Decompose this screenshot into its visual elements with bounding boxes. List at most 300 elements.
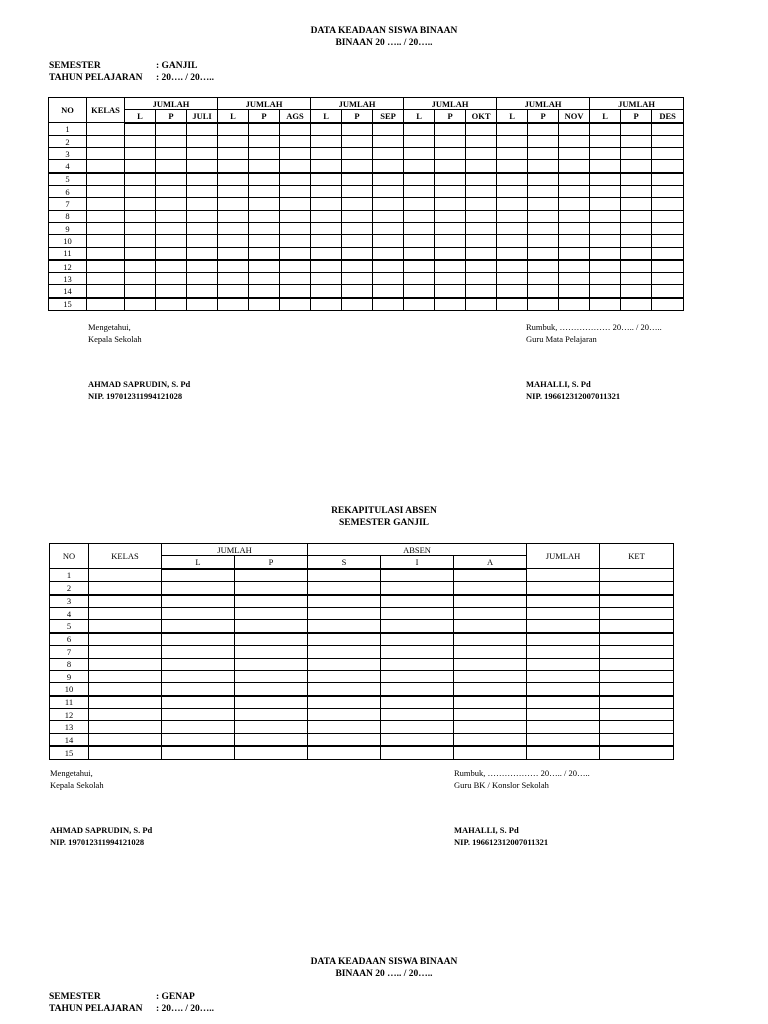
- table-row: [49, 235, 684, 247]
- empty-cell: [89, 709, 162, 721]
- sub-l-header: L: [590, 110, 621, 123]
- empty-cell: [621, 260, 652, 273]
- year-value: : 20…. / 20…..: [156, 72, 215, 83]
- empty-cell: [621, 123, 652, 136]
- semester-value: : GANJIL: [156, 61, 198, 71]
- empty-cell: [87, 298, 125, 311]
- empty-cell: [404, 135, 435, 147]
- table-row: [49, 298, 684, 311]
- empty-cell: [87, 198, 125, 210]
- sub-p-header: P: [528, 110, 559, 123]
- empty-cell: [249, 210, 280, 222]
- empty-cell: [89, 646, 162, 658]
- empty-cell: [497, 260, 528, 273]
- empty-cell: [652, 273, 684, 285]
- empty-cell: [311, 260, 342, 273]
- empty-cell: [187, 210, 218, 222]
- empty-cell: [89, 721, 162, 733]
- empty-cell: [342, 173, 373, 186]
- row-number: 14: [49, 285, 87, 298]
- empty-cell: [590, 135, 621, 147]
- empty-cell: [497, 298, 528, 311]
- empty-cell: [527, 733, 600, 746]
- empty-cell: [342, 135, 373, 147]
- empty-cell: [249, 222, 280, 234]
- empty-cell: [454, 658, 527, 670]
- empty-cell: [497, 235, 528, 247]
- empty-cell: [125, 298, 156, 311]
- semester-label: SEMESTER: [49, 992, 101, 1002]
- empty-cell: [559, 273, 590, 285]
- empty-cell: [311, 186, 342, 198]
- empty-cell: [218, 160, 249, 173]
- empty-cell: [652, 173, 684, 186]
- year-value: : 20…. / 20…..: [156, 1003, 215, 1014]
- place-date-text: Rumbuk, ……………… 20….. / 20…..: [454, 768, 590, 778]
- col-no-header: NO: [49, 98, 87, 123]
- empty-cell: [381, 683, 454, 696]
- empty-cell: [600, 733, 674, 746]
- empty-cell: [342, 198, 373, 210]
- table-row: [50, 683, 674, 696]
- empty-cell: [466, 273, 497, 285]
- empty-cell: [280, 186, 311, 198]
- col-jumlah-header: JUMLAH: [162, 544, 308, 556]
- empty-cell: [527, 696, 600, 709]
- empty-cell: [89, 633, 162, 646]
- empty-cell: [652, 235, 684, 247]
- empty-cell: [373, 186, 404, 198]
- empty-cell: [373, 148, 404, 160]
- empty-cell: [235, 683, 308, 696]
- sub-l-header: L: [125, 110, 156, 123]
- empty-cell: [559, 123, 590, 136]
- empty-cell: [235, 569, 308, 582]
- row-number: 3: [50, 595, 89, 608]
- empty-cell: [528, 235, 559, 247]
- empty-cell: [404, 173, 435, 186]
- empty-cell: [342, 160, 373, 173]
- empty-cell: [249, 235, 280, 247]
- empty-cell: [559, 148, 590, 160]
- empty-cell: [435, 123, 466, 136]
- empty-cell: [235, 746, 308, 759]
- empty-cell: [497, 148, 528, 160]
- sub-l-header: L: [162, 556, 235, 569]
- empty-cell: [454, 595, 527, 608]
- semester-label: SEMESTER: [49, 61, 101, 71]
- empty-cell: [652, 148, 684, 160]
- empty-cell: [435, 260, 466, 273]
- empty-cell: [373, 222, 404, 234]
- empty-cell: [156, 273, 187, 285]
- empty-cell: [280, 298, 311, 311]
- empty-cell: [280, 235, 311, 247]
- empty-cell: [187, 235, 218, 247]
- empty-cell: [342, 247, 373, 260]
- empty-cell: [404, 210, 435, 222]
- empty-cell: [559, 235, 590, 247]
- row-number: 6: [50, 633, 89, 646]
- empty-cell: [249, 148, 280, 160]
- empty-cell: [308, 582, 381, 595]
- sub-p-header: P: [156, 110, 187, 123]
- empty-cell: [652, 247, 684, 260]
- empty-cell: [218, 173, 249, 186]
- empty-cell: [89, 670, 162, 682]
- month-header: OKT: [466, 110, 497, 123]
- empty-cell: [308, 670, 381, 682]
- empty-cell: [125, 247, 156, 260]
- empty-cell: [280, 160, 311, 173]
- empty-cell: [280, 173, 311, 186]
- counselor-title: Guru BK / Konslor Sekolah: [454, 779, 549, 790]
- section1-title: DATA KEADAAN SISWA BINAAN: [310, 26, 458, 36]
- section1-subtitle: BINAAN 20 ….. / 20…..: [335, 38, 433, 48]
- empty-cell: [435, 235, 466, 247]
- empty-cell: [373, 285, 404, 298]
- empty-cell: [156, 210, 187, 222]
- empty-cell: [497, 160, 528, 173]
- empty-cell: [466, 123, 497, 136]
- empty-cell: [156, 123, 187, 136]
- empty-cell: [621, 135, 652, 147]
- empty-cell: [249, 285, 280, 298]
- row-number: 2: [49, 135, 87, 147]
- row-number: 2: [50, 582, 89, 595]
- month-header: DES: [652, 110, 684, 123]
- empty-cell: [308, 658, 381, 670]
- empty-cell: [381, 733, 454, 746]
- section3-subtitle: BINAAN 20 ….. / 20…..: [335, 969, 433, 979]
- empty-cell: [156, 222, 187, 234]
- empty-cell: [89, 569, 162, 582]
- empty-cell: [162, 683, 235, 696]
- empty-cell: [590, 273, 621, 285]
- empty-cell: [621, 210, 652, 222]
- empty-cell: [218, 247, 249, 260]
- row-number: 8: [49, 210, 87, 222]
- section2-left-signature: [50, 768, 152, 848]
- table-row: [49, 198, 684, 210]
- empty-cell: [308, 569, 381, 582]
- empty-cell: [381, 721, 454, 733]
- empty-cell: [559, 160, 590, 173]
- empty-cell: [87, 285, 125, 298]
- row-number: 7: [50, 646, 89, 658]
- empty-cell: [590, 198, 621, 210]
- empty-cell: [308, 696, 381, 709]
- empty-cell: [87, 186, 125, 198]
- empty-cell: [600, 670, 674, 682]
- sub-p-header: P: [235, 556, 308, 569]
- empty-cell: [218, 298, 249, 311]
- empty-cell: [342, 222, 373, 234]
- empty-cell: [454, 670, 527, 682]
- empty-cell: [187, 198, 218, 210]
- empty-cell: [156, 135, 187, 147]
- empty-cell: [528, 198, 559, 210]
- empty-cell: [600, 658, 674, 670]
- empty-cell: [559, 198, 590, 210]
- empty-cell: [342, 186, 373, 198]
- empty-cell: [125, 222, 156, 234]
- row-number: 13: [50, 721, 89, 733]
- empty-cell: [218, 186, 249, 198]
- empty-cell: [235, 582, 308, 595]
- empty-cell: [235, 658, 308, 670]
- empty-cell: [218, 135, 249, 147]
- empty-cell: [454, 709, 527, 721]
- empty-cell: [342, 298, 373, 311]
- empty-cell: [600, 746, 674, 759]
- empty-cell: [87, 247, 125, 260]
- table-row: [50, 733, 674, 746]
- empty-cell: [187, 123, 218, 136]
- table-row: [50, 696, 674, 709]
- empty-cell: [559, 135, 590, 147]
- empty-cell: [218, 210, 249, 222]
- table-row: [50, 670, 674, 682]
- empty-cell: [497, 222, 528, 234]
- empty-cell: [373, 260, 404, 273]
- table-row: [50, 658, 674, 670]
- table-row: [50, 646, 674, 658]
- empty-cell: [308, 620, 381, 633]
- empty-cell: [125, 160, 156, 173]
- empty-cell: [162, 746, 235, 759]
- empty-cell: [590, 235, 621, 247]
- sub-l-header: L: [218, 110, 249, 123]
- table-row: [49, 148, 684, 160]
- row-number: 14: [50, 733, 89, 746]
- empty-cell: [218, 148, 249, 160]
- empty-cell: [454, 746, 527, 759]
- empty-cell: [466, 247, 497, 260]
- row-number: 1: [50, 569, 89, 582]
- empty-cell: [381, 620, 454, 633]
- empty-cell: [342, 210, 373, 222]
- empty-cell: [435, 273, 466, 285]
- empty-cell: [311, 148, 342, 160]
- empty-cell: [125, 123, 156, 136]
- semester-value: : GENAP: [156, 992, 195, 1002]
- empty-cell: [466, 198, 497, 210]
- empty-cell: [156, 186, 187, 198]
- empty-cell: [621, 222, 652, 234]
- empty-cell: [590, 260, 621, 273]
- empty-cell: [600, 633, 674, 646]
- empty-cell: [156, 235, 187, 247]
- empty-cell: [381, 646, 454, 658]
- empty-cell: [87, 273, 125, 285]
- teacher-title: Guru Mata Pelajaran: [526, 333, 597, 344]
- empty-cell: [466, 298, 497, 311]
- empty-cell: [308, 595, 381, 608]
- empty-cell: [454, 733, 527, 746]
- empty-cell: [249, 198, 280, 210]
- empty-cell: [249, 160, 280, 173]
- empty-cell: [527, 620, 600, 633]
- empty-cell: [89, 746, 162, 759]
- sub-p-header: P: [435, 110, 466, 123]
- empty-cell: [497, 285, 528, 298]
- empty-cell: [381, 709, 454, 721]
- empty-cell: [621, 173, 652, 186]
- empty-cell: [308, 646, 381, 658]
- empty-cell: [187, 222, 218, 234]
- empty-cell: [435, 173, 466, 186]
- empty-cell: [280, 285, 311, 298]
- empty-cell: [373, 123, 404, 136]
- empty-cell: [342, 148, 373, 160]
- col-jumlah-header: JUMLAH: [497, 98, 590, 110]
- empty-cell: [454, 696, 527, 709]
- sub-i-header: I: [381, 556, 454, 569]
- empty-cell: [559, 222, 590, 234]
- empty-cell: [125, 186, 156, 198]
- empty-cell: [373, 173, 404, 186]
- table-row: [50, 746, 674, 759]
- empty-cell: [89, 595, 162, 608]
- table-row: [50, 709, 674, 721]
- empty-cell: [466, 285, 497, 298]
- empty-cell: [621, 247, 652, 260]
- empty-cell: [527, 582, 600, 595]
- empty-cell: [559, 210, 590, 222]
- section3-meta: [49, 992, 214, 1015]
- empty-cell: [373, 135, 404, 147]
- empty-cell: [528, 210, 559, 222]
- empty-cell: [235, 721, 308, 733]
- empty-cell: [125, 148, 156, 160]
- empty-cell: [454, 569, 527, 582]
- empty-cell: [497, 173, 528, 186]
- empty-cell: [528, 260, 559, 273]
- empty-cell: [652, 298, 684, 311]
- empty-cell: [600, 683, 674, 696]
- empty-cell: [125, 210, 156, 222]
- empty-cell: [162, 633, 235, 646]
- empty-cell: [162, 582, 235, 595]
- empty-cell: [311, 273, 342, 285]
- empty-cell: [621, 198, 652, 210]
- empty-cell: [466, 173, 497, 186]
- empty-cell: [454, 721, 527, 733]
- counselor-name: MAHALLI, S. Pd: [454, 825, 519, 835]
- empty-cell: [527, 746, 600, 759]
- col-jumlah-header: JUMLAH: [311, 98, 404, 110]
- month-header: NOV: [559, 110, 590, 123]
- empty-cell: [280, 210, 311, 222]
- col-jumlah-header: JUMLAH: [218, 98, 311, 110]
- empty-cell: [87, 160, 125, 173]
- empty-cell: [249, 123, 280, 136]
- empty-cell: [311, 160, 342, 173]
- empty-cell: [381, 607, 454, 619]
- empty-cell: [162, 709, 235, 721]
- empty-cell: [87, 235, 125, 247]
- empty-cell: [187, 173, 218, 186]
- row-number: 3: [49, 148, 87, 160]
- sub-l-header: L: [311, 110, 342, 123]
- table-row: [49, 247, 684, 260]
- empty-cell: [311, 210, 342, 222]
- empty-cell: [590, 173, 621, 186]
- empty-cell: [381, 582, 454, 595]
- empty-cell: [404, 198, 435, 210]
- empty-cell: [528, 186, 559, 198]
- col-absen-header: ABSEN: [308, 544, 527, 556]
- empty-cell: [280, 273, 311, 285]
- row-number: 8: [50, 658, 89, 670]
- row-number: 5: [50, 620, 89, 633]
- empty-cell: [125, 135, 156, 147]
- sub-p-header: P: [249, 110, 280, 123]
- empty-cell: [218, 260, 249, 273]
- empty-cell: [156, 298, 187, 311]
- empty-cell: [311, 173, 342, 186]
- col-jumlah-header: JUMLAH: [590, 98, 684, 110]
- empty-cell: [311, 285, 342, 298]
- empty-cell: [652, 160, 684, 173]
- empty-cell: [249, 247, 280, 260]
- empty-cell: [590, 210, 621, 222]
- sub-p-header: P: [342, 110, 373, 123]
- empty-cell: [187, 247, 218, 260]
- table-row: [50, 620, 674, 633]
- empty-cell: [435, 135, 466, 147]
- empty-cell: [87, 210, 125, 222]
- counselor-nip: NIP. 196612312007011321: [454, 836, 549, 847]
- empty-cell: [621, 160, 652, 173]
- empty-cell: [249, 135, 280, 147]
- empty-cell: [342, 235, 373, 247]
- empty-cell: [156, 247, 187, 260]
- empty-cell: [156, 198, 187, 210]
- empty-cell: [187, 135, 218, 147]
- empty-cell: [89, 696, 162, 709]
- empty-cell: [89, 620, 162, 633]
- acknowledge-text: Mengetahui,: [50, 768, 93, 778]
- empty-cell: [373, 298, 404, 311]
- section1-meta: [49, 61, 214, 84]
- empty-cell: [249, 260, 280, 273]
- row-number: 4: [49, 160, 87, 173]
- section2-right-signature: [454, 768, 590, 848]
- empty-cell: [308, 721, 381, 733]
- empty-cell: [280, 135, 311, 147]
- empty-cell: [559, 285, 590, 298]
- empty-cell: [280, 198, 311, 210]
- empty-cell: [342, 285, 373, 298]
- empty-cell: [311, 123, 342, 136]
- sub-s-header: S: [308, 556, 381, 569]
- empty-cell: [466, 210, 497, 222]
- empty-cell: [404, 186, 435, 198]
- monthly-table: [48, 97, 684, 311]
- sub-l-header: L: [497, 110, 528, 123]
- empty-cell: [528, 273, 559, 285]
- empty-cell: [280, 123, 311, 136]
- empty-cell: [559, 247, 590, 260]
- empty-cell: [528, 160, 559, 173]
- empty-cell: [373, 273, 404, 285]
- empty-cell: [162, 607, 235, 619]
- empty-cell: [235, 709, 308, 721]
- empty-cell: [621, 273, 652, 285]
- empty-cell: [381, 633, 454, 646]
